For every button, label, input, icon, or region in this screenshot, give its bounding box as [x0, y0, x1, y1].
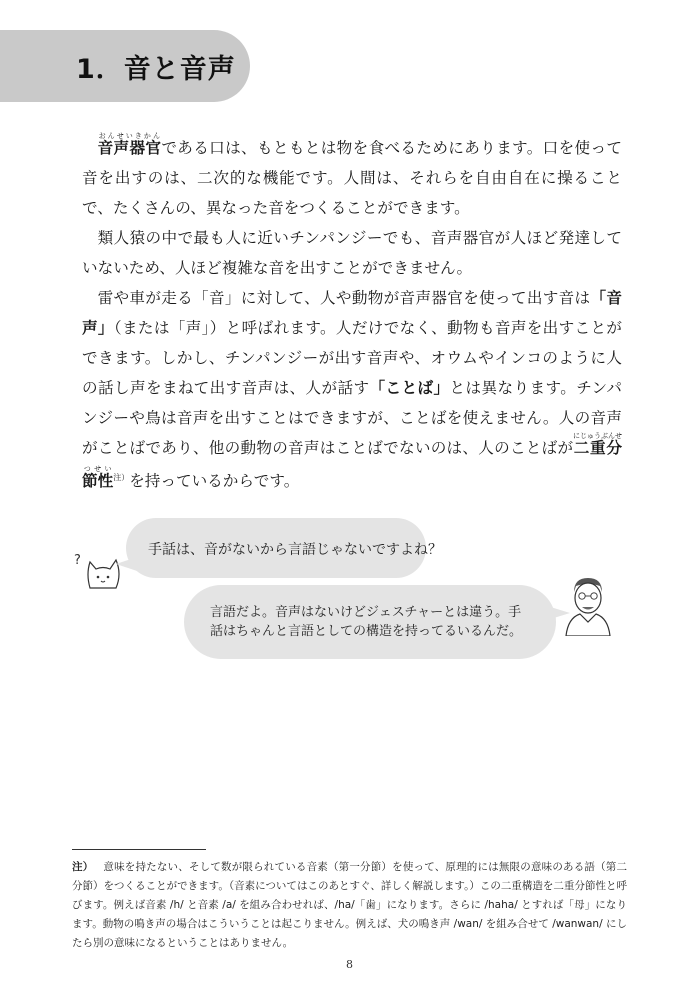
paragraph-2: 類人猿の中で最も人に近いチンパンジーでも、音声器官が人ほど発達していないため、人ほど複雑な音を出すことができません。: [82, 229, 622, 277]
question-mark: ?: [74, 553, 81, 568]
footnote-ref: 注）: [113, 473, 130, 482]
page-title: 1．音と音声: [76, 54, 236, 85]
term-nijuu-bunsetsusei: 二重分節性にじゅうぶんせつせい: [82, 432, 622, 491]
term-onsei-kikan: 音声器官おんせいきかん: [97, 132, 162, 157]
speech-bubble-man: [184, 585, 556, 659]
man-illustration: [560, 574, 616, 636]
page-number: 8: [346, 958, 353, 971]
speech-bubble-cat: [126, 518, 442, 578]
man-icon: [560, 574, 616, 636]
body-text: [82, 132, 622, 496]
man-speech: 言語だよ。音声はないけどジェスチャーとは違う。手話はちゃんと言語としての構造を持ってるいるんだ。: [210, 605, 523, 639]
paragraph-1: 音声器官おんせいきかんである口は、もともとは物を食べるためにあります。口を使って音を出すのは、二次的な機能です。人間は、それらを自由自在に操ることで、たくさんの、異なった音をつくることができます。: [82, 132, 622, 217]
cat-speech: 手話は、音がないから言語じゃないですよね？: [148, 542, 442, 558]
footnote-text: 意味を持たない、そして数が限られている音素（第一分節）を使って、原理的には無限の意味のある語（第二分節）をつくることができます。（音素についてはこのあとすぐ、詳しく解説します。）この二重構造を二重分節性と呼びます。例えば音素 /h/ と音素 /a/ を組み合わせれば、/ha/「歯」になります。さらに /haha/ とすれば「母」になります。動物の鳴き声の場合はこういうことは起こりません。例えば、犬の鳴き声 /wan/ を組み合せて /wanwan/ にしたら別の意味になるということはありません。: [72, 861, 627, 949]
footnote-mark: 注）: [72, 861, 94, 873]
paragraph-3: 雷や車が走る「音」に対して、人や動物が音声器官を使って出す音は「音声」（または「声」）と呼ばれます。人だけでなく、動物も音声を出すことができます。しかし、チンパンジーが出す音声や、オウムやインコのように人の話し声をまねて出す音声は、人が話す「ことば」とは異なります。チンパンジーや鳥は音声を出すことはできますが、ことばを使えません。人の音声がことばであり、他の動物の音声はことばでないのは、人のことばが二重分節性にじゅうぶんせつせい$^{注)}$を持っているからです。: [82, 289, 622, 491]
footnote: [72, 858, 627, 953]
footnote-divider: [72, 849, 206, 850]
